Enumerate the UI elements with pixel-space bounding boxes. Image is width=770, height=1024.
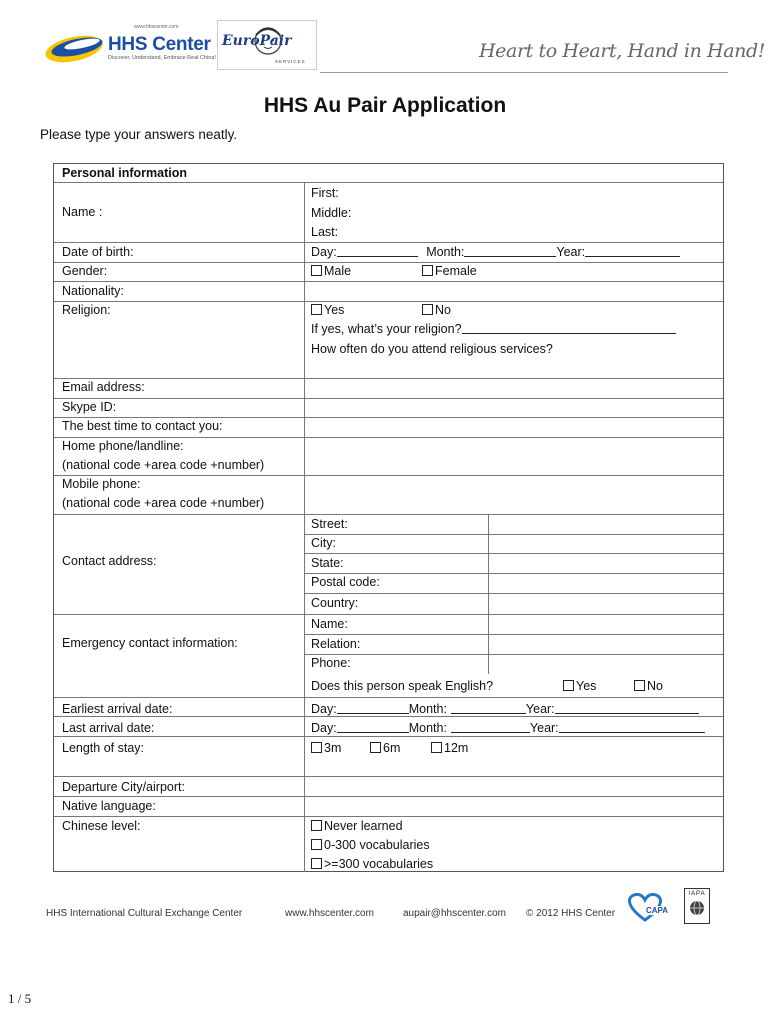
dob-month-blank[interactable] — [464, 245, 556, 257]
dob-year-blank[interactable] — [585, 245, 680, 257]
row-divider — [54, 437, 723, 438]
dob-year-label: Year: — [556, 245, 586, 259]
chinese-0-300-option[interactable] — [311, 838, 430, 853]
religion-which-label: If yes, what’s your religion? — [311, 322, 462, 336]
religion-which-blank[interactable] — [462, 322, 676, 334]
checkbox-icon[interactable] — [431, 742, 442, 753]
addr-street-field[interactable]: Street: — [311, 517, 348, 531]
row-divider — [54, 242, 723, 243]
last-month-label: Month: — [408, 721, 447, 735]
row-divider — [304, 553, 723, 554]
stay-12m-label: 12m — [444, 741, 469, 755]
home-phone-label: Home phone/landline: — [62, 439, 184, 453]
em-phone-field[interactable]: Phone: — [311, 656, 351, 670]
last-day-label: Day: — [311, 721, 337, 735]
row-divider — [54, 301, 723, 302]
checkbox-icon[interactable] — [370, 742, 381, 753]
iapa-badge — [684, 888, 710, 924]
home-phone-hint: (national code +area code +number) — [62, 458, 265, 472]
last-year-blank[interactable] — [559, 721, 705, 733]
stay-6m-option[interactable] — [370, 741, 400, 756]
earliest-day-label: Day: — [311, 702, 337, 716]
last-arrival-label: Last arrival date: — [62, 721, 155, 735]
europair-logo-text: EuroPair — [222, 33, 292, 49]
gender-female-label: Female — [435, 264, 477, 278]
dob-day-blank[interactable] — [337, 245, 418, 257]
stay-12m-option[interactable] — [431, 741, 468, 756]
row-divider — [54, 796, 723, 797]
checkbox-icon[interactable] — [563, 680, 574, 691]
row-divider — [54, 736, 723, 737]
last-year-label: Year: — [529, 721, 559, 735]
chinese-0-300-label: 0-300 vocabularies — [324, 838, 430, 852]
addr-postal-field[interactable]: Postal code: — [311, 575, 380, 589]
row-divider — [54, 417, 723, 418]
best-time-label: The best time to contact you: — [62, 419, 223, 433]
em-name-field[interactable]: Name: — [311, 617, 348, 631]
row-divider — [54, 182, 723, 183]
checkbox-icon[interactable] — [422, 265, 433, 276]
checkbox-icon[interactable] — [311, 839, 322, 850]
earliest-year-label: Year: — [525, 702, 555, 716]
earliest-arrival-fields[interactable] — [311, 702, 699, 717]
header-divider — [320, 72, 728, 73]
checkbox-icon[interactable] — [422, 304, 433, 315]
chinese-level-label: Chinese level: — [62, 819, 141, 833]
gender-female-option[interactable] — [422, 264, 477, 279]
em-english-yes-option[interactable] — [563, 679, 596, 694]
footer-website: www.hhscenter.com — [285, 908, 374, 919]
addr-state-field[interactable]: State: — [311, 556, 344, 570]
capa-badge-text: CAPA — [646, 906, 669, 915]
column-divider — [488, 514, 489, 674]
column-divider — [304, 182, 305, 872]
europair-logo-sub: SERVICES — [275, 59, 306, 64]
row-divider — [304, 534, 723, 535]
name-middle-field[interactable]: Middle: — [311, 206, 352, 220]
hhs-logo-swoosh — [44, 28, 110, 64]
contact-address-label: Contact address: — [62, 554, 157, 568]
row-divider — [304, 593, 723, 594]
skype-label: Skype ID: — [62, 400, 117, 414]
row-divider — [54, 614, 723, 615]
stay-6m-label: 6m — [383, 741, 401, 755]
last-day-blank[interactable] — [337, 721, 409, 733]
addr-country-field[interactable]: Country: — [311, 596, 359, 610]
religion-no-label: No — [435, 303, 451, 317]
globe-icon — [685, 897, 709, 917]
nationality-label: Nationality: — [62, 284, 124, 298]
em-english-no-option[interactable] — [634, 679, 663, 694]
hhs-logo-tagline: Discover, Understand, Embrace Real China! — [108, 55, 216, 61]
dob-month-label: Month: — [426, 245, 465, 259]
page-number: 1 / 5 — [8, 991, 32, 1006]
name-label: Name : — [62, 205, 103, 219]
dob-fields[interactable] — [311, 245, 680, 260]
religion-yes-label: Yes — [324, 303, 345, 317]
personal-info-form — [53, 163, 724, 872]
earliest-arrival-label: Earliest arrival date: — [62, 702, 173, 716]
addr-city-field[interactable]: City: — [311, 536, 336, 550]
chinese-300-plus-label: >=300 vocabularies — [324, 857, 434, 871]
checkbox-icon[interactable] — [311, 742, 322, 753]
em-relation-field[interactable]: Relation: — [311, 637, 361, 651]
iapa-badge-text: IAPA — [688, 891, 706, 897]
footer-copyright: © 2012 HHS Center — [526, 908, 616, 919]
stay-3m-option[interactable] — [311, 741, 341, 756]
row-divider — [54, 776, 723, 777]
hhs-logo-name: HHS Center — [108, 34, 211, 55]
row-divider — [54, 398, 723, 399]
checkbox-icon[interactable] — [311, 858, 322, 869]
gender-male-option[interactable] — [311, 264, 351, 279]
row-divider — [54, 281, 723, 282]
row-divider — [54, 262, 723, 263]
last-month-blank[interactable] — [451, 721, 530, 733]
row-divider — [304, 634, 723, 635]
footer-org: HHS International Cultural Exchange Center — [46, 908, 243, 919]
mobile-label: Mobile phone: — [62, 477, 141, 491]
logo-url-small: www.hhscenter.com — [134, 24, 179, 30]
chinese-never-label: Never learned — [324, 819, 403, 833]
earliest-month-blank[interactable] — [451, 702, 526, 714]
religion-which-field[interactable] — [311, 322, 676, 337]
chinese-never-option[interactable] — [311, 819, 403, 834]
mobile-hint: (national code +area code +number) — [62, 496, 265, 510]
row-divider — [54, 475, 723, 476]
em-english-question: Does this person speak English? — [311, 679, 494, 693]
checkbox-icon[interactable] — [311, 820, 322, 831]
checkbox-icon[interactable] — [311, 265, 322, 276]
name-first-field[interactable]: First: — [311, 186, 339, 200]
last-arrival-fields[interactable] — [311, 721, 705, 736]
instructions: Please type your answers neatly. — [40, 127, 238, 142]
religion-frequency-label: How often do you attend religious services? — [311, 342, 553, 356]
row-divider — [54, 697, 723, 698]
gender-label: Gender: — [62, 264, 108, 278]
row-divider — [304, 654, 723, 655]
row-divider — [54, 378, 723, 379]
emergency-label: Emergency contact information: — [62, 636, 238, 650]
stay-3m-label: 3m — [324, 741, 342, 755]
gender-male-label: Male — [324, 264, 352, 278]
name-last-field[interactable]: Last: — [311, 225, 339, 239]
em-english-no-label: No — [647, 679, 663, 693]
chinese-300-plus-option[interactable] — [311, 857, 433, 872]
earliest-month-label: Month: — [408, 702, 447, 716]
slogan: Heart to Heart, Hand in Hand! — [479, 40, 765, 62]
section-title: Personal information — [62, 166, 188, 180]
dob-day-label: Day: — [311, 245, 337, 259]
row-divider — [54, 816, 723, 817]
religion-label: Religion: — [62, 303, 111, 317]
religion-yes-option[interactable] — [311, 303, 344, 318]
email-label: Email address: — [62, 380, 145, 394]
row-divider — [304, 573, 723, 574]
row-divider — [54, 514, 723, 515]
page-title: HHS Au Pair Application — [263, 94, 507, 117]
religion-no-option[interactable] — [422, 303, 451, 318]
dob-label: Date of birth: — [62, 245, 134, 259]
footer-email: aupair@hhscenter.com — [403, 908, 506, 919]
earliest-day-blank[interactable] — [337, 702, 409, 714]
em-english-yes-label: Yes — [576, 679, 597, 693]
checkbox-icon[interactable] — [634, 680, 645, 691]
earliest-year-blank[interactable] — [555, 702, 699, 714]
departure-label: Departure City/airport: — [62, 780, 185, 794]
native-language-label: Native language: — [62, 799, 156, 813]
checkbox-icon[interactable] — [311, 304, 322, 315]
stay-length-label: Length of stay: — [62, 741, 145, 755]
